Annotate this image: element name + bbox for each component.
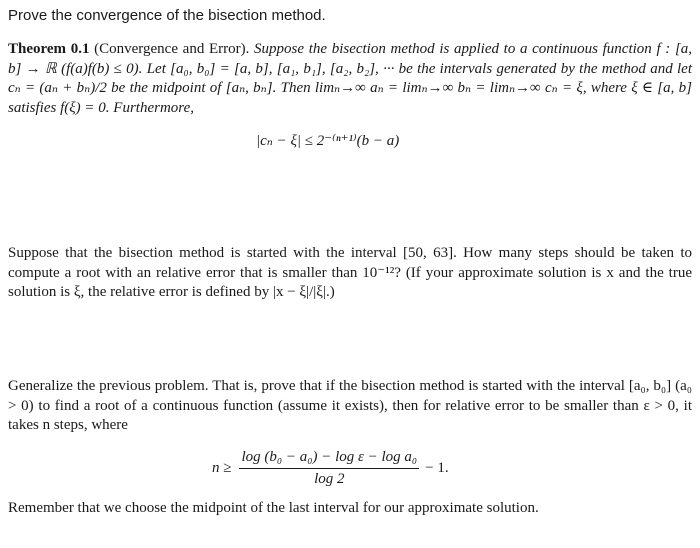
question-heading: Prove the convergence of the bisection method. [8,7,326,24]
inequality-rhs: − 1. [425,460,449,476]
theorem-block [8,40,692,118]
inequality-lhs: n ≥ [212,460,232,476]
problem-two-text: Generalize the previous problem. That is, prove that if the bisection method is started with the interval [a₀, b₀] (a₀ > 0) to find a root of a continuous function (assume it exists), then for relative error to be smaller than ε > 0, it takes n steps, where [8,378,692,433]
theorem-label: Theorem 0.1 [8,41,90,57]
fraction-denominator: log 2 [314,471,345,487]
steps-inequality [212,449,449,488]
theorem-title: (Convergence and Error). [94,41,250,57]
fraction [239,449,419,488]
closing-remark: Remember that we choose the midpoint of the last interval for our approximate solution. [8,500,539,516]
error-bound-equation: |cₙ − ξ| ≤ 2⁻⁽ⁿ⁺¹⁾(b − a) [256,133,400,149]
fraction-numerator: log (b₀ − a₀) − log ε − log a₀ [239,449,419,469]
problem-one-text: Suppose that the bisection method is started with the interval [50, 63]. How many steps should be taken to compute a root with an relative error that is smaller than 10⁻¹²? (If your approximate solution is x and the true solution is ξ, the relative error is defined by |x − ξ|/|ξ|.) [8,245,692,300]
theorem-statement: Suppose the bisection method is applied to a continuous function f : [a, b] → ℝ (f(a)f(b) ≤ 0). Let [a₀, b₀] = [a, b], [a₁, b₁], [a₂, b₂], ··· be the intervals generated by the method and let cₙ = (aₙ + bₙ)/2 be the midpoint of [aₙ, bₙ]. Then limₙ→∞ aₙ = limₙ→∞ bₙ = limₙ→∞ cₙ = ξ, where ξ ∈ [a, b] satisfies f(ξ) = 0. Furthermore, [8,41,693,116]
